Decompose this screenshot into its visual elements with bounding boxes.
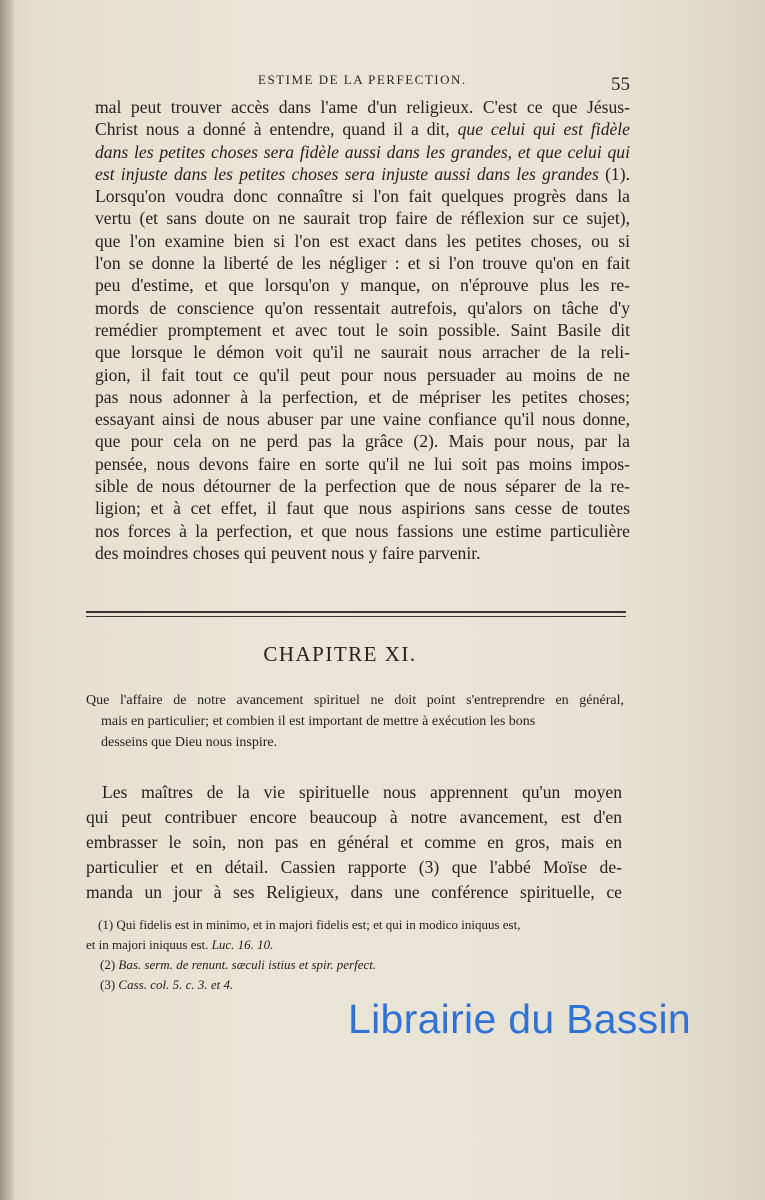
double-rule-bottom bbox=[86, 616, 626, 617]
chapter-summary bbox=[86, 690, 624, 753]
body-line: que l'on examine bien si l'on est exact dans les petites choses, ou si bbox=[95, 230, 630, 251]
chapter-line: Les maîtres de la vie spirituelle nous apprennent qu'un moyen bbox=[102, 782, 622, 802]
body-line: essayant ainsi de nous abuser par une vaine confiance qu'il nous donne, bbox=[95, 409, 630, 430]
body-line: ligion; et à cet effet, il faut que nous aspirions sans cesse de toutes bbox=[95, 498, 630, 519]
body-line: nos forces à la perfection, et que nous fassions une estime particulière bbox=[95, 520, 630, 541]
page-number: 55 bbox=[611, 74, 630, 95]
chapter-body bbox=[86, 780, 622, 905]
body-line: mords de conscience qu'on ressentait autrefois, qu'alors on tâche d'y bbox=[95, 297, 630, 318]
footnote-3: (3) Cass. col. 5. c. 3. et 4. bbox=[100, 977, 234, 992]
summary-line: Que l'affaire de notre avancement spirituel ne doit point s'entreprendre en général, bbox=[86, 693, 624, 708]
body-line: pas nous adonner à la perfection, et de mépriser les petites choses; bbox=[95, 386, 630, 407]
body-line: des moindres choses qui peuvent nous y faire parvenir. bbox=[95, 542, 481, 563]
body-line: remédier promptement et avec tout le soin possible. Saint Basile dit bbox=[95, 319, 630, 340]
body-line: pensée, nous devons faire en sorte qu'il ne lui soit pas moins impos- bbox=[95, 453, 630, 474]
body-line: gion, il fait tout ce qu'il peut pour nous persuader au moins de ne bbox=[95, 364, 630, 385]
body-line: l'on se donne la liberté de les négliger : et si l'on trouve qu'on en fait bbox=[95, 253, 630, 274]
italic-quote: que celui qui est fidèle bbox=[457, 119, 630, 140]
body-line: dans les petites choses sera fidèle aussi dans les grandes, et que celui qui bbox=[95, 141, 630, 162]
footnote-2: (2) Bas. serm. de renunt. sæculi istius et spir. perfect. bbox=[100, 957, 377, 972]
body-line: vertu (et sans doute on ne saurait trop faire de réflexion sur ce sujet), bbox=[95, 208, 630, 229]
summary-line: mais en particulier; et combien il est important de mettre à exécution les bons bbox=[101, 714, 536, 729]
double-rule-top bbox=[86, 611, 626, 613]
footnote-ref: (1). bbox=[598, 163, 630, 184]
footnote-1-cont: et in majori iniquus est. Luc. 16. 10. bbox=[86, 937, 274, 952]
body-line: est injuste dans les petites choses sera injuste aussi dans les grandes (1). bbox=[95, 163, 630, 184]
chapter-line: qui peut contribuer encore beaucoup à notre avancement, est d'en bbox=[86, 807, 622, 827]
chapter-line: embrasser le soin, non pas en général et comme en gros, mais en bbox=[86, 832, 622, 852]
footnote-1: (1) Qui fidelis est in minimo, et in majori fidelis est; et qui in modico iniquus est, bbox=[98, 917, 521, 932]
body-line: que pour cela on ne perd pas la grâce (2). Mais pour nous, par la bbox=[95, 431, 630, 452]
body-line: sible de nous détourner de la perfection que de nous séparer de la re- bbox=[95, 476, 630, 497]
chapter-title: CHAPITRE XI. bbox=[263, 642, 417, 666]
footnotes bbox=[86, 915, 626, 995]
body-line: Christ nous a donné à entendre, quand il a dit, que celui qui est fidèle bbox=[95, 119, 630, 140]
binding-shadow bbox=[0, 0, 14, 1200]
body-line: peu d'estime, et que lorsqu'on y manque, on n'éprouve plus les re- bbox=[95, 275, 630, 296]
chapter-line: particulier et en détail. Cassien rapporte (3) que l'abbé Moïse de- bbox=[86, 857, 622, 877]
body-line: que lorsque le démon voit qu'il ne saurait nous arracher de la reli- bbox=[95, 342, 630, 363]
body-text bbox=[95, 96, 630, 564]
body-line: Lorsqu'on voudra donc connaître si l'on fait quelques progrès dans la bbox=[95, 186, 630, 207]
running-head: ESTIME DE LA PERFECTION. bbox=[258, 72, 467, 87]
chapter-line: manda un jour à ses Religieux, dans une conférence spirituelle, ce bbox=[86, 882, 622, 902]
body-line: mal peut trouver accès dans l'ame d'un religieux. C'est ce que Jésus- bbox=[95, 97, 630, 117]
summary-line: desseins que Dieu nous inspire. bbox=[101, 735, 278, 750]
watermark: Librairie du Bassin bbox=[348, 996, 691, 1042]
